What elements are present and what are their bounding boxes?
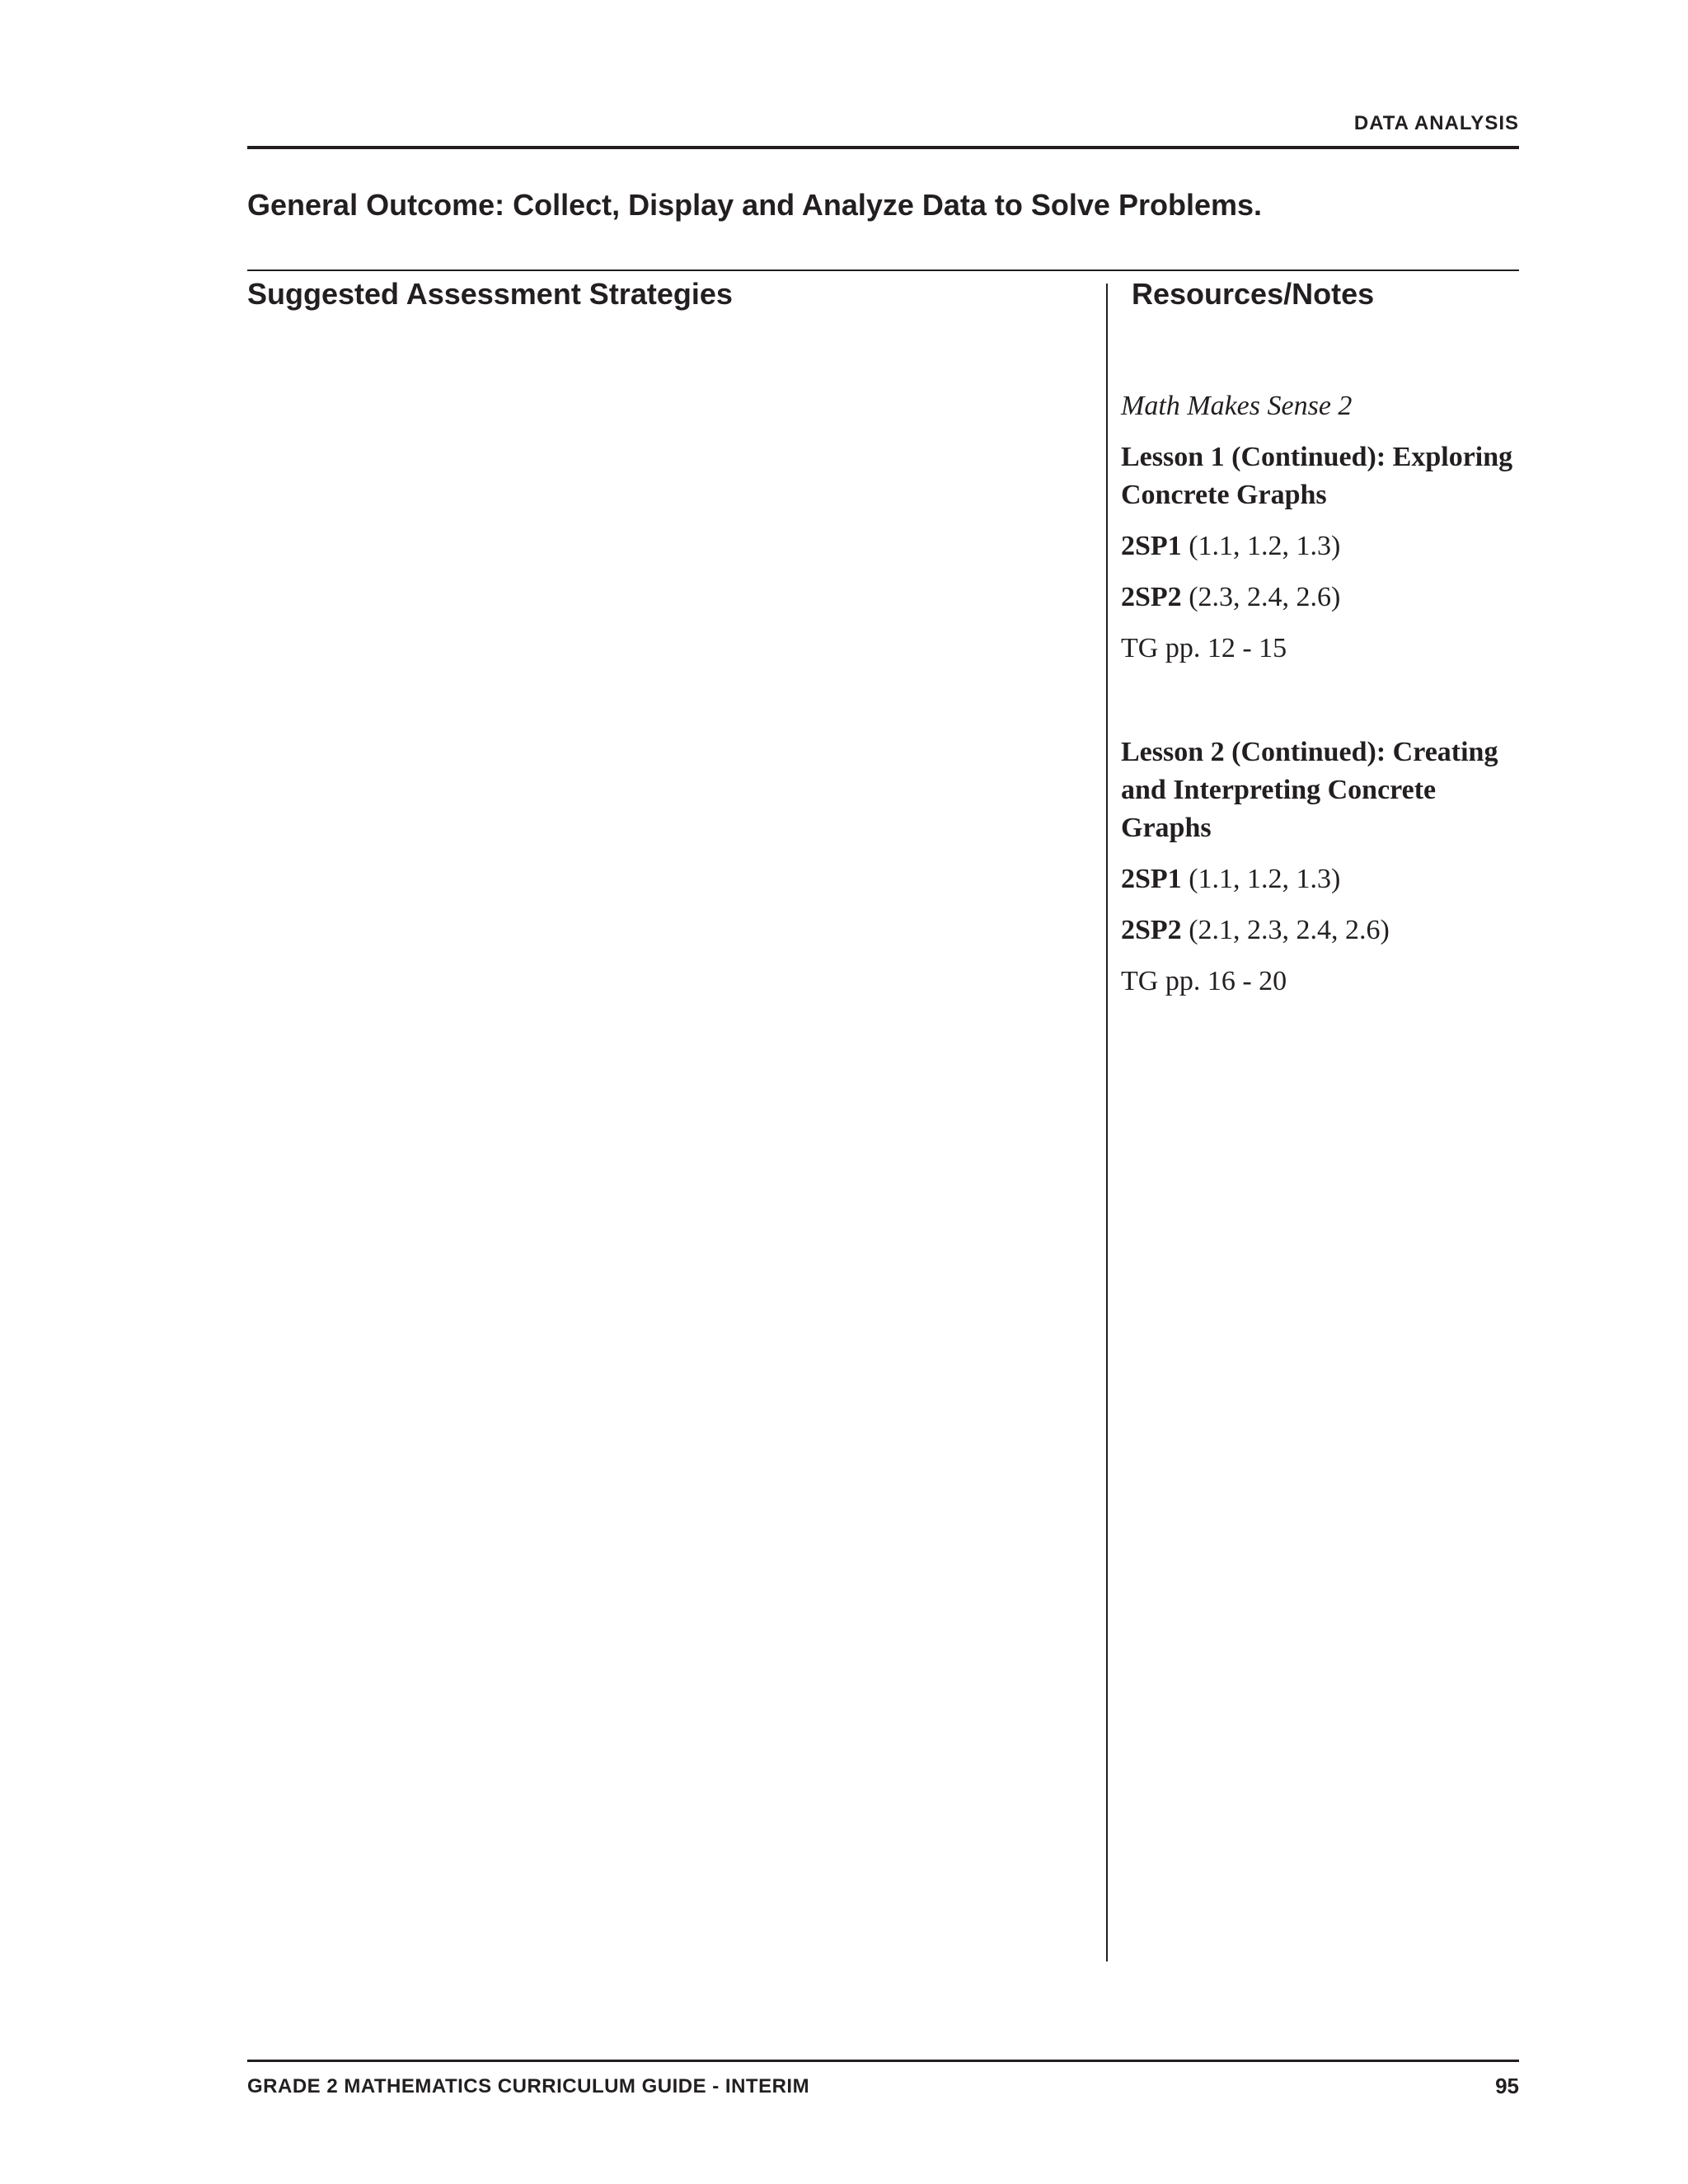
- outcome-code: 2SP1: [1121, 531, 1182, 561]
- outcome-indicators: (1.1, 1.2, 1.3): [1189, 864, 1341, 894]
- lesson-title: Lesson 1 (Continued): Exploring Concrete Graphs: [1121, 442, 1513, 510]
- lesson-title: Lesson 2 (Continued): Creating and Interpreting Concrete Graphs: [1121, 737, 1498, 843]
- footer-rule: [247, 2060, 1519, 2062]
- page-number: 95: [1495, 2074, 1519, 2098]
- outcome-line: [1121, 912, 1533, 949]
- outcome-line: [1121, 860, 1533, 898]
- outcome-indicators: (1.1, 1.2, 1.3): [1189, 531, 1341, 561]
- section-label: DATA ANALYSIS: [1353, 112, 1519, 134]
- resources-notes-column: [1121, 387, 1533, 1001]
- column-divider: [1106, 284, 1108, 1961]
- outcome-code: 2SP1: [1121, 864, 1182, 894]
- outcome-line: [1121, 527, 1533, 565]
- lesson-block: [1121, 733, 1533, 1001]
- assessment-strategies-heading: Suggested Assessment Strategies: [247, 277, 733, 311]
- outcome-rule: [247, 269, 1519, 271]
- general-outcome-title: General Outcome: Collect, Display and Analyze Data to Solve Problems.: [247, 188, 1263, 222]
- lesson-block: [1121, 438, 1533, 668]
- outcome-indicators: (2.3, 2.4, 2.6): [1189, 582, 1341, 612]
- header-rule: [247, 146, 1519, 149]
- footer-title: GRADE 2 MATHEMATICS CURRICULUM GUIDE - INTERIM: [247, 2075, 810, 2097]
- outcome-code: 2SP2: [1121, 582, 1182, 612]
- teacher-guide-pages: TG pp. 16 - 20: [1121, 966, 1287, 996]
- outcome-indicators: (2.1, 2.3, 2.4, 2.6): [1189, 915, 1390, 945]
- resources-notes-heading: Resources/Notes: [1132, 277, 1375, 311]
- resource-book-title: Math Makes Sense 2: [1121, 391, 1353, 421]
- teacher-guide-pages: TG pp. 12 - 15: [1121, 633, 1287, 663]
- outcome-line: [1121, 579, 1533, 616]
- outcome-code: 2SP2: [1121, 915, 1182, 945]
